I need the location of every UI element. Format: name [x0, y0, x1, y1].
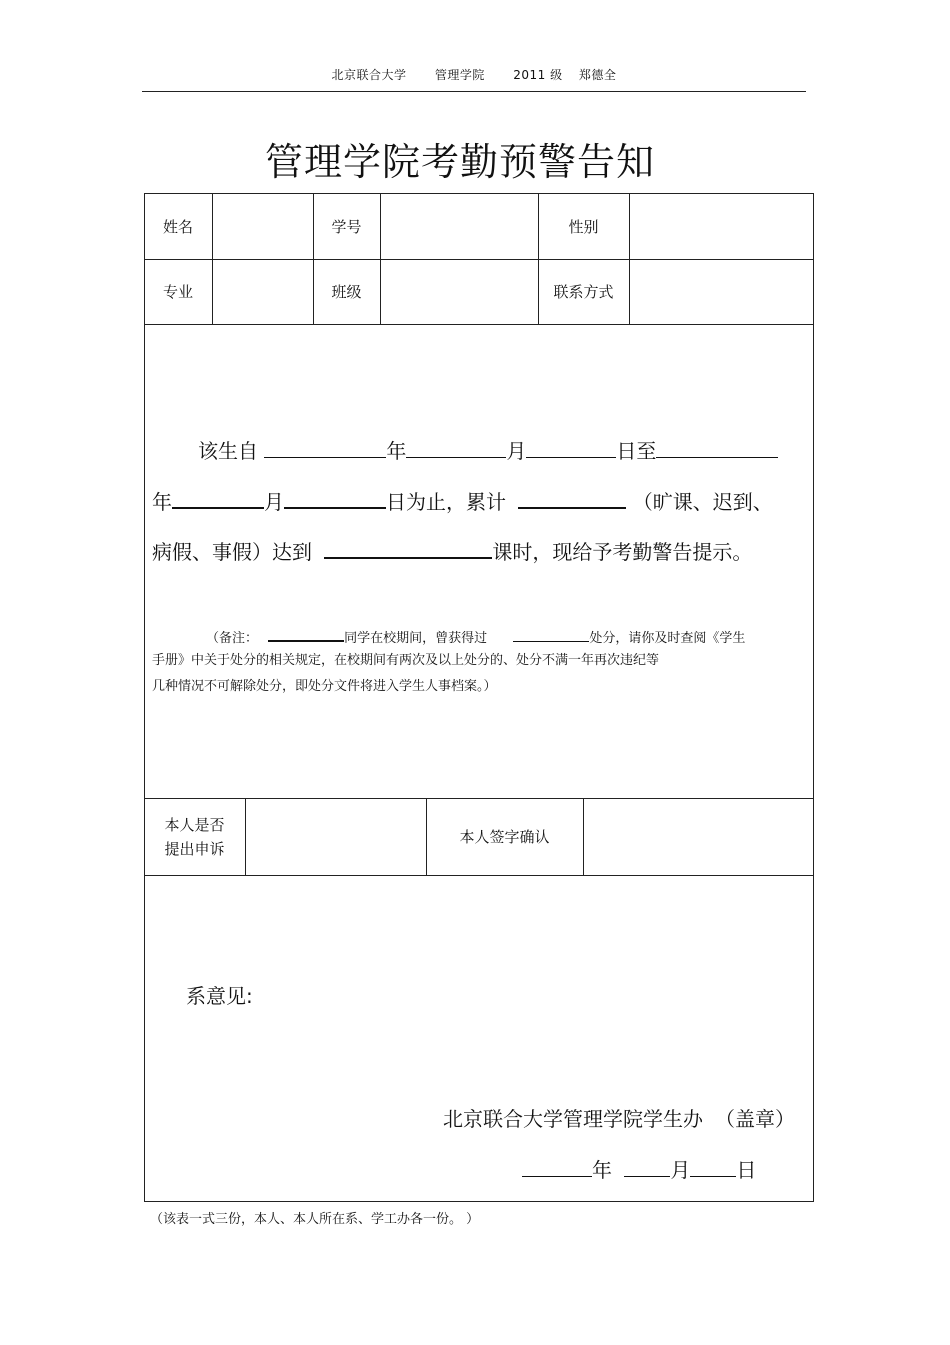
- end-year-blank[interactable]: [656, 437, 778, 458]
- statement-line-3: 病假、事假）达到 课时，现给予考勤警告提示。: [152, 537, 752, 564]
- total-count-blank[interactable]: [518, 487, 626, 509]
- date-year-blank[interactable]: [522, 1156, 592, 1177]
- appeal-label: 本人是否 提出申诉: [164, 815, 225, 858]
- contact-field[interactable]: [629, 259, 814, 324]
- remark-line-1: （备注： 同学在校期间，曾获得过 处分，请你及时查阅《学生: [206, 626, 745, 648]
- header-author: 郑德全: [578, 68, 617, 82]
- remark-line-3: 几种情况不可解除处分，即处分文件将进入学生人事档案。）: [152, 679, 497, 694]
- remark-student-blank[interactable]: [268, 626, 344, 642]
- page-header: [142, 66, 806, 92]
- department-date: 年 月 日: [522, 1154, 756, 1183]
- form-table: [144, 193, 814, 1202]
- signature-label: 本人签字确认: [459, 828, 550, 846]
- class-hours-blank[interactable]: [324, 537, 492, 559]
- statement-line-2: 年 月 日为止，累计 （旷课、迟到、: [152, 487, 773, 514]
- class-label: 班级: [331, 283, 362, 301]
- major-label: 专业: [162, 283, 193, 301]
- start-year-blank[interactable]: [264, 437, 386, 458]
- gender-label: 性别: [568, 217, 599, 236]
- date-day-blank[interactable]: [690, 1156, 736, 1177]
- major-field[interactable]: [212, 259, 313, 324]
- remark-line-2: 手册》中关于处分的相关规定，在校期间有两次及以上处分的、处分不满一年再次违纪等: [152, 653, 660, 668]
- contact-label: 联系方式: [553, 283, 614, 301]
- department-opinion-label: 系意见:: [186, 984, 253, 1008]
- statement-line-1: 该生自 年 月 日至: [198, 437, 778, 463]
- end-day-blank[interactable]: [284, 487, 386, 509]
- name-field[interactable]: [212, 193, 313, 259]
- footer-note: （该表一式三份，本人、本人所在系、学工办各一份。 ）: [150, 1212, 480, 1227]
- appeal-field[interactable]: [245, 798, 426, 875]
- name-label: 姓名: [162, 217, 193, 236]
- department-office: 北京联合大学管理学院学生办 （盖章）: [443, 1107, 795, 1131]
- header-grade: 2011 级: [513, 68, 563, 82]
- header-university: 北京联合大学: [331, 68, 407, 82]
- end-month-blank[interactable]: [172, 487, 264, 509]
- student-id-label: 学号: [331, 217, 362, 236]
- student-id-field[interactable]: [380, 193, 538, 259]
- seal-label: （盖章）: [715, 1107, 795, 1131]
- class-field[interactable]: [380, 259, 538, 324]
- date-month-blank[interactable]: [624, 1156, 670, 1177]
- gender-field[interactable]: [629, 193, 814, 259]
- start-month-blank[interactable]: [406, 437, 506, 458]
- signature-field[interactable]: [583, 798, 814, 875]
- start-day-blank[interactable]: [526, 437, 616, 458]
- document-title: 管理学院考勤预警告知: [264, 140, 655, 184]
- remark-punishment-blank[interactable]: [513, 627, 589, 642]
- header-school: 管理学院: [434, 68, 485, 82]
